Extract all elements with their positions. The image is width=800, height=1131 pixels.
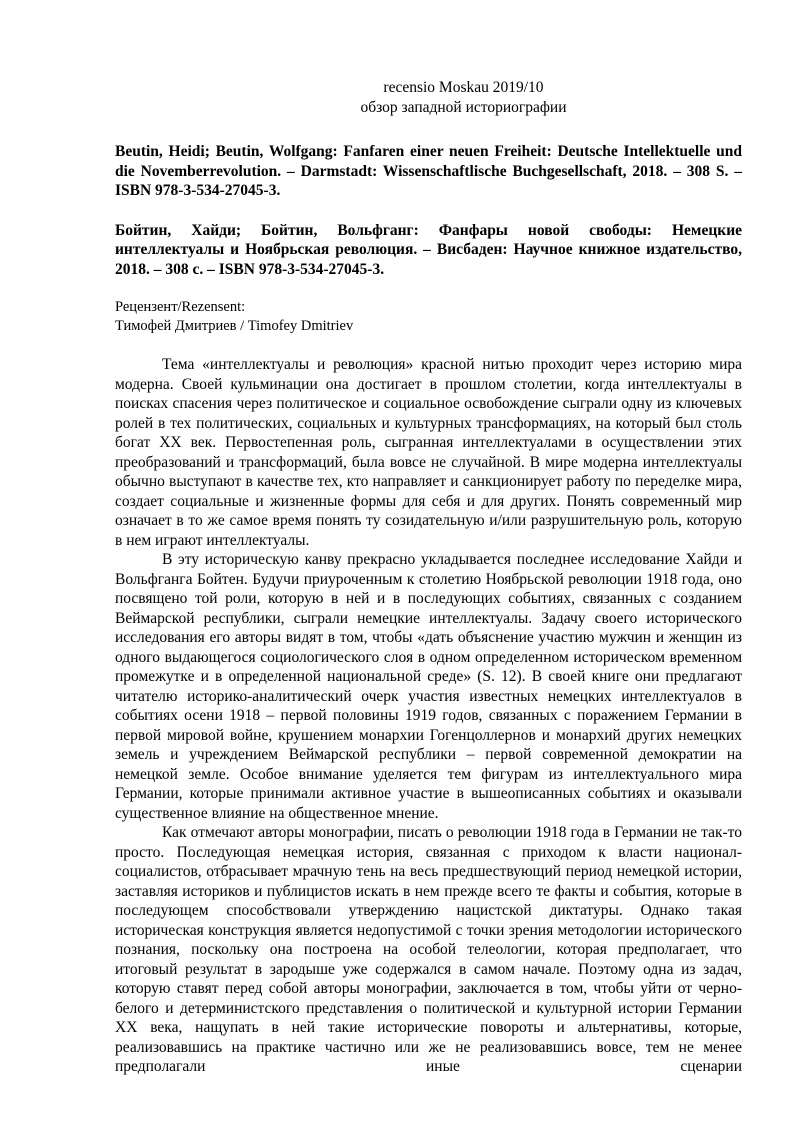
reviewer-name: Тимофей Дмитриев / Timofey Dmitriev	[115, 318, 354, 334]
reviewer-label: Рецензент/Rezensent:	[115, 299, 246, 315]
document-header	[115, 78, 742, 118]
bibliography-russian: Бойтин, Хайди; Бойтин, Вольфганг: Фанфары новой свободы: Немецкие интеллектуалы и Ноябрьская революция. – Висбаден: Научное книжное издательство, 2018. – 308 с. – ISBN 978-3-534-27045-3.	[115, 221, 742, 278]
journal-title: recensio Moskau 2019/10	[383, 79, 544, 96]
paragraph: Как отмечают авторы монографии, писать о революции 1918 года в Германии не так-то просто. Последующая немецкая история, связанная с приходом к власти национал-социалистов, отбрасывает мрачную тень на весь предшествующий период немецкой истории, заставляя историков и публицистов искать в нем прежде всего те факты и события, которые в последующем способствовали утверждению нацистской диктатуры. Однако такая историческая конструкция является недопустимой с точки зрения методологии исторического познания, поскольку она построена на особой телеологии, которая предполагает, что итоговый результат в зародыше уже содержался в самом начале. Поэтому одна из задач, которую ставят перед собой авторы монографии, заключается в том, чтобы уйти от черно-белого и детерминистского представления о политической и культурной истории Германии ХХ века, нащупать в ней такие исторические повороты и альтернативы, которые, реализовавшись на практике частично или же не реализовавшись вовсе, тем не менее предполагали иные сценарии	[115, 824, 742, 1075]
paragraph: В эту историческую канву прекрасно укладывается последнее исследование Хайди и Вольфганга Бойтен. Будучи приуроченным к столетию Ноябрьской революции 1918 года, оно посвящено той роли, которую в ней и в последующих событиях, связанных с созданием Веймарской республики, сыграли немецкие интеллектуалы. Задачу своего исторического исследования его авторы видят в том, чтобы «дать объяснение участию мужчин и женщин из одного выдающегося социологического слоя в одном определенном историческом временном промежутке и в определенной национальной среде» (S. 12). В своей книге они предлагают читателю историко-аналитический очерк участия известных немецких интеллектуалов в событиях осени 1918 – первой половины 1919 годов, связанных с поражением Германии в первой мировой войне, крушением монархии Гогенцоллернов и монархий других немецких земель и учреждением Веймарской республики – первой современной демократии на немецкой земле. Особое внимание уделяется тем фигурам из интеллектуального мира Германии, которые принимали активное участие в вышеописанных событиях и оказывали существенное влияние на общественное мнение.	[115, 551, 742, 822]
reviewer-block	[115, 298, 742, 336]
document-page	[115, 78, 742, 1077]
paragraph: Тема «интеллектуалы и революция» красной нитью проходит через историю мира модерна. Своей кульминации она достигает в прошлом столетии, когда интеллектуалы в поисках спасения через политическое и социальное освобождение сыграли одну из ключевых ролей в тех политических, социальных и культурных трансформациях, на который был столь богат ХХ век. Первостепенная роль, сыгранная интеллектуалами в осуществлении этих преобразований и трансформаций, была вовсе не случайной. В мире модерна интеллектуалы обычно выступают в качестве тех, кто направляет и санкционирует работу по переделке мира, создает социальные и жизненные формы для себя и для других. Понять современный мир означает в то же самое время понять ту созидательную и/или разрушительную роль, которую в нем играют интеллектуалы.	[115, 356, 742, 549]
review-body	[115, 355, 742, 1077]
journal-subtitle: обзор западной историографии	[360, 99, 567, 116]
bibliography-german: Beutin, Heidi; Beutin, Wolfgang: Fanfaren einer neuen Freiheit: Deutsche Intellektuelle und die Novemberrevolution. – Darmstadt: Wissenschaftlische Buchgesellschaft, 2018. – 308 S. – ISBN 978-3-534-27045-3.	[115, 143, 742, 199]
